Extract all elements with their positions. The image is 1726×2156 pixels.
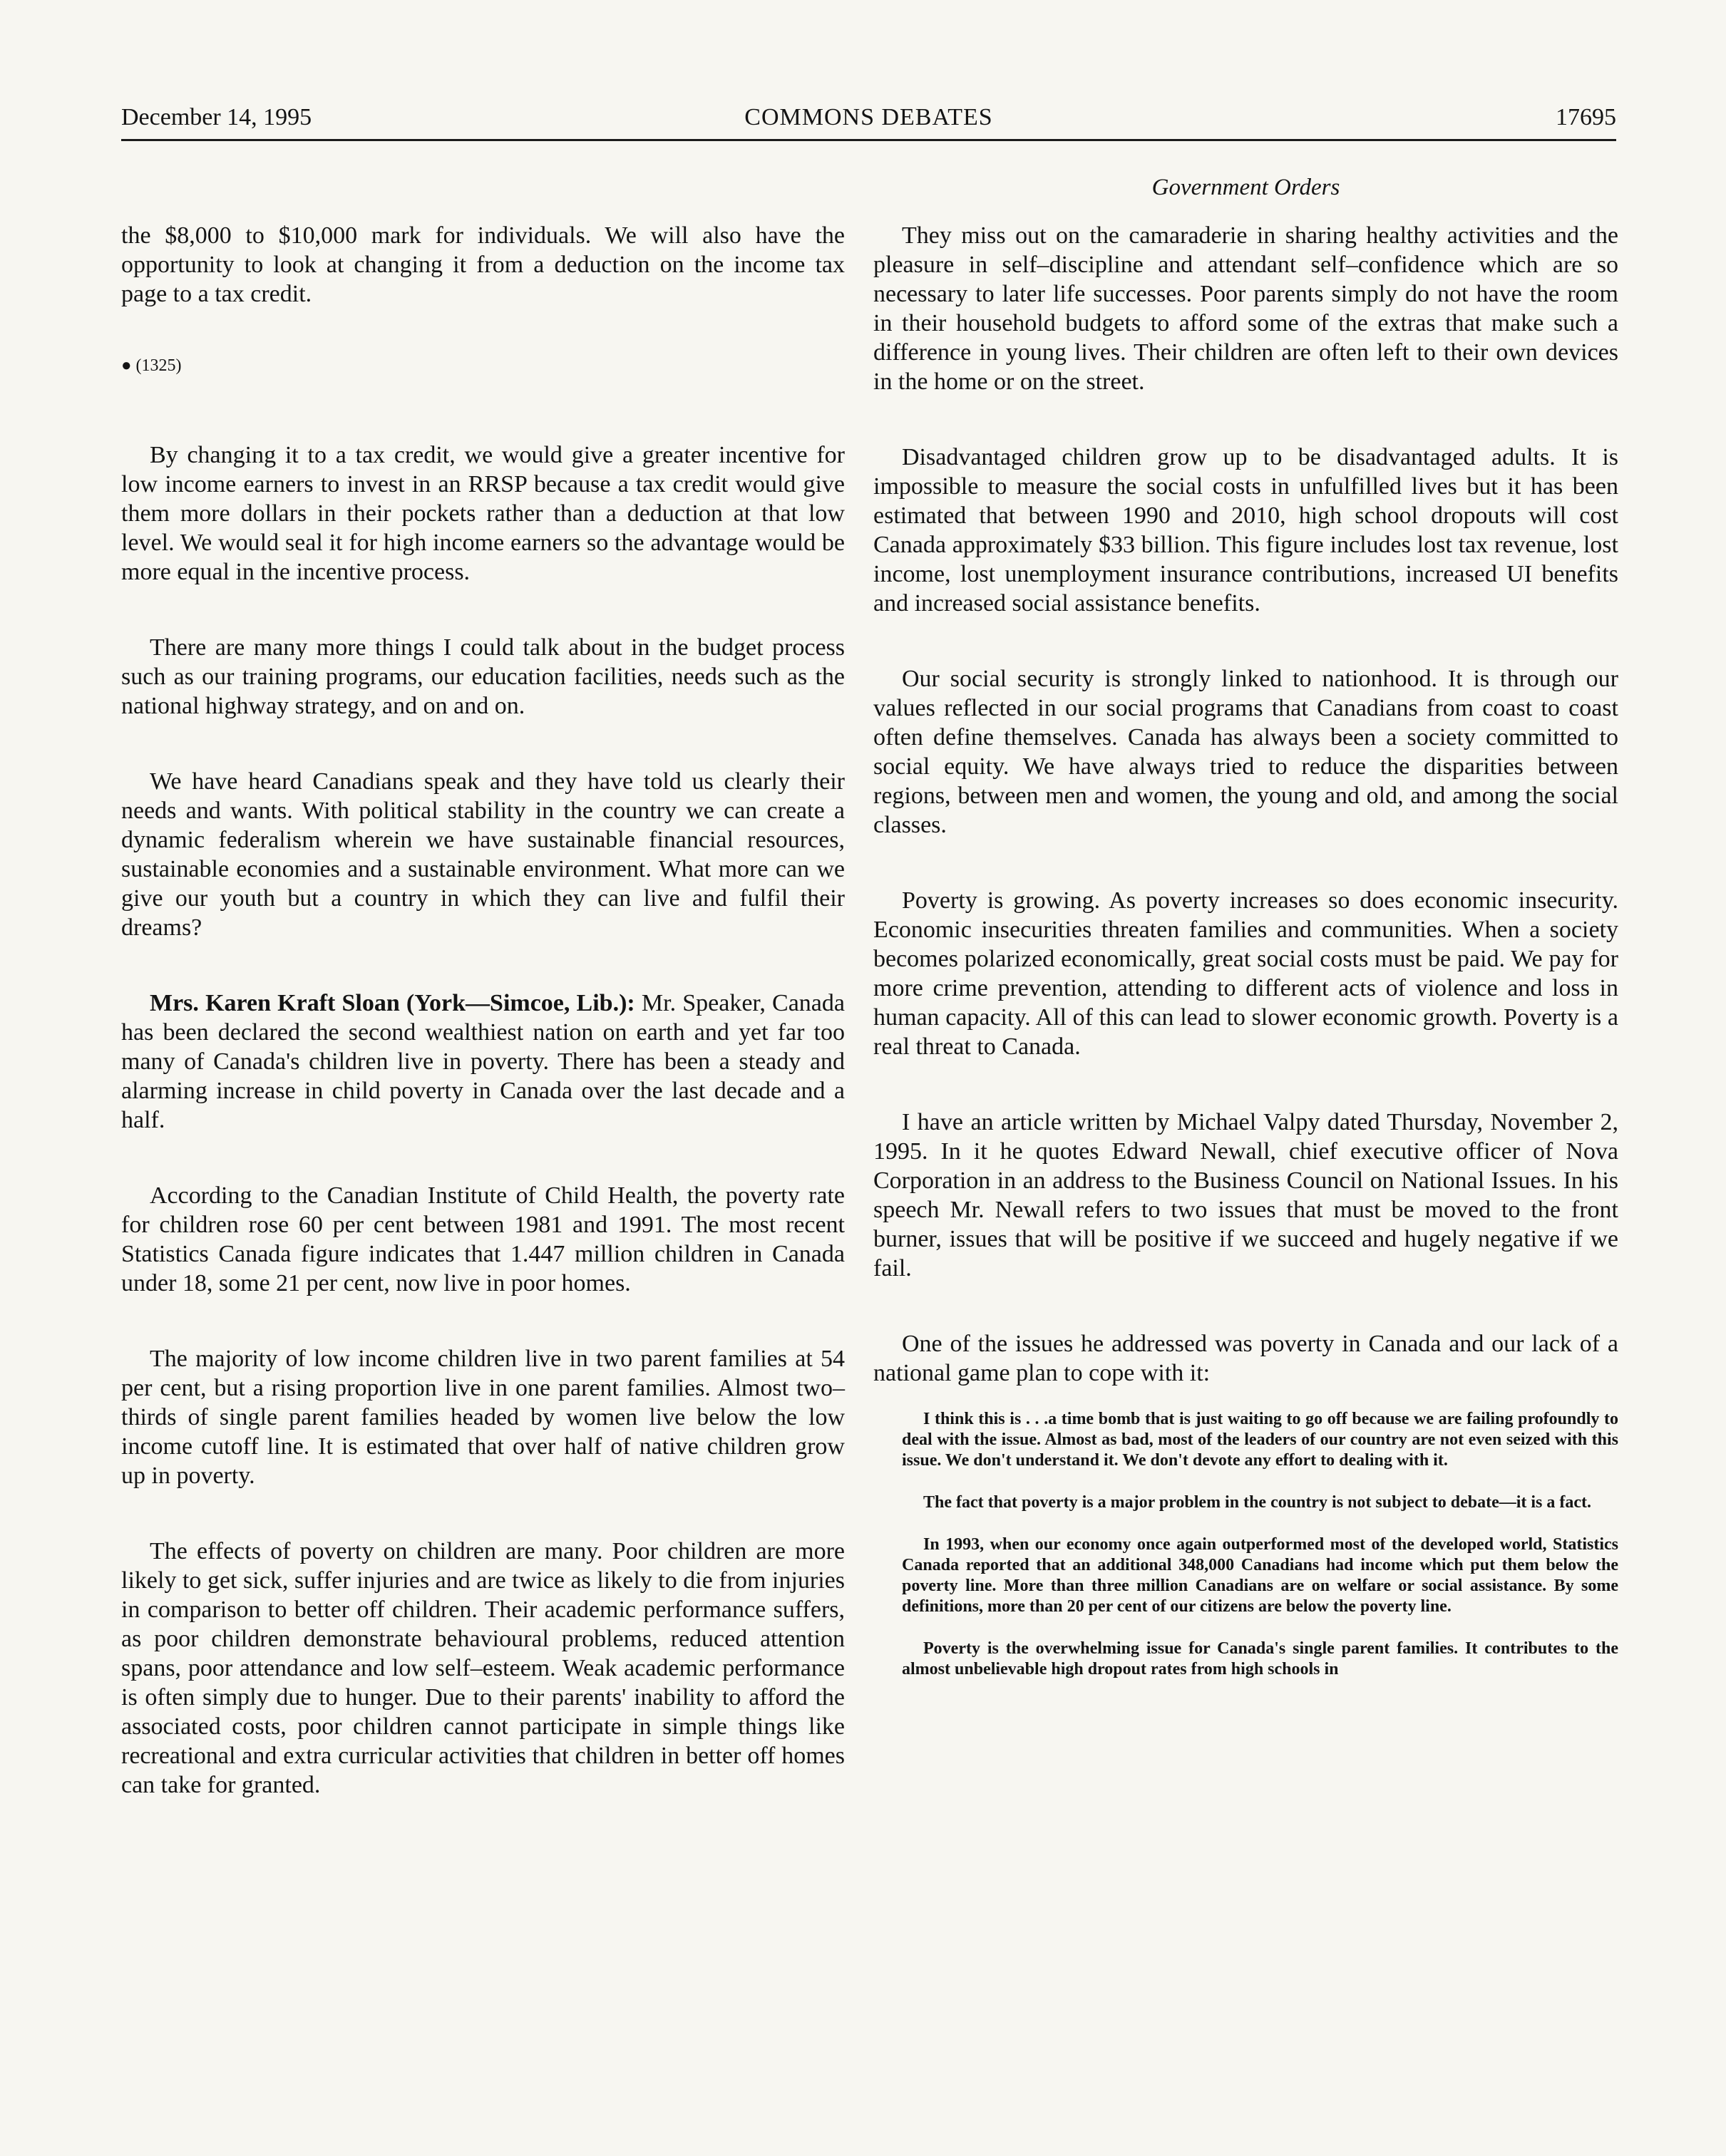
paragraph: One of the issues he addressed was poverty in Canada and our lack of a national game plan to cope with it: [873,1331,1618,1386]
paragraph: I have an article written by Michael Valpy dated Thursday, November 2, 1995. In it he quotes Edward Newall, chief executive officer of Nova Corporation in an address to the Business Council on National Issues. In his speech Mr. Newall refers to two issues that must be moved to the front burner, issues that will be positive if we succeed and hugely negative if we fail. [873,1109,1618,1281]
block-quote: Poverty is the overwhelming issue for Canada's single parent families. It contributes to the almost unbelievable high dropout rates from high schools in [902,1639,1618,1678]
section-title: Government Orders [1151,175,1340,200]
speech-paragraph [121,989,845,1135]
block-quote: I think this is . . .a time bomb that is just waiting to go off because we are failing profoundly to deal with the issue. Almost as bad, most of the leaders of our country are not even seized with this issue. We don't understand it. We don't devote any effort to dealing with it. [902,1410,1618,1470]
speaker-name: Mrs. Karen Kraft Sloan (York—Simcoe, Lib.): [150,990,635,1016]
paragraph: The majority of low income children live in two parent families at 54 per cent, but a rising proportion live in one parent families. Almost two–thirds of single parent families headed by women live below the low income cutoff line. It is estimated that over half of native children grow up in poverty. [121,1346,845,1489]
paragraph: There are many more things I could talk about in the budget process such as our training programs, our education facilities, needs such as the national highway strategy, and on and on. [121,634,845,719]
paragraph: Our social security is strongly linked to nationhood. It is through our values reflected in our social programs that Canadians from coast to coast often define themselves. Canada has always been a society committed to social equity. We have always tried to reduce the disparities between regions, between men and women, the young and old, and among the social classes. [873,666,1618,838]
paragraph: According to the Canadian Institute of Child Health, the poverty rate for children rose 60 per cent between 1981 and 1991. The most recent Statistics Canada figure indicates that 1.447 million children in Canada under 18, some 21 per cent, now live in poor homes. [121,1182,845,1296]
paragraph: They miss out on the camaraderie in sharing healthy activities and the pleasure in self–discipline and attendant self–confidence which are so necessary to later life successes. Poor parents simply do not have the room in their household budgets to afford some of the extras that make such a difference in young lives. Their children are often left to their own devices in the home or on the street. [873,222,1618,395]
paragraph: By changing it to a tax credit, we would give a greater incentive for low income earners to invest in an RRSP because a tax credit would give them more dollars in their pockets rather than a deduction at that low level. We would seal it for high income earners so the advantage would be more equal in the incentive process. [121,442,845,585]
left-column [121,221,845,1846]
page-header [121,96,1616,139]
paragraph: the $8,000 to $10,000 mark for individuals. We will also have the opportunity to look at changing it from a deduction on the income tax page to a tax credit. [121,222,845,307]
paragraph: We have heard Canadians speak and they have told us clearly their needs and wants. With political stability in the country we can create a dynamic federalism wherein we have sustainable financial resources, sustainable economies and a sustainable environment. What more can we give our youth but a country in which they can live and fulfil their dreams? [121,768,845,941]
header-title: COMMONS DEBATES [744,104,993,130]
time-marker: ● (1325) [121,356,182,375]
right-column [873,221,1618,1701]
paragraph: The effects of poverty on children are many. Poor children are more likely to get sick, suffer injuries and are twice as likely to die from injuries in comparison to better off children. Their academic performance suffers, as poor children demonstrate behavioural problems, reduced attention spans, poor attendance and low self–esteem. Weak academic performance is often simply due to hunger. Due to their parents' inability to afford the associated costs, poor children cannot participate in simple things like recreational and extra curricular activities that children in better off homes can take for granted. [121,1538,845,1798]
block-quote: In 1993, when our economy once again outperformed most of the developed world, Statistics Canada reported that an additional 348,000 Canadians had income which put them below the poverty line. More than three million Canadians are on welfare or social assistance. By some definitions, more than 20 per cent of our citizens are below the poverty line. [902,1535,1618,1616]
paragraph: Poverty is growing. As poverty increases so does economic insecurity. Economic insecurities threaten families and communities. When a society becomes polarized economically, great social costs must be paid. We pay for more crime prevention, attending to different acts of violence and loss in human capacity. All of this can lead to slower economic growth. Poverty is a real threat to Canada. [873,887,1618,1060]
speech-text: Mr. Speaker, Canada has been declared the second wealthiest nation on earth and yet far too many of Canada's children live in poverty. There has been a steady and alarming increase in child poverty in Canada over the last decade and a half. [121,990,845,1133]
header-date: December 14, 1995 [121,104,312,130]
block-quote: The fact that poverty is a major problem in the country is not subject to debate—it is a fact. [923,1493,1592,1512]
header-rule [121,139,1616,141]
page-number: 17695 [1556,104,1616,130]
paragraph: Disadvantaged children grow up to be disadvantaged adults. It is impossible to measure the social costs in unfulfilled lives but it has been estimated that between 1990 and 2010, high school dropouts will cost Canada approximately $33 billion. This figure includes lost tax revenue, lost income, lost unemployment insurance contributions, increased UI benefits and increased social assistance benefits. [873,444,1618,617]
